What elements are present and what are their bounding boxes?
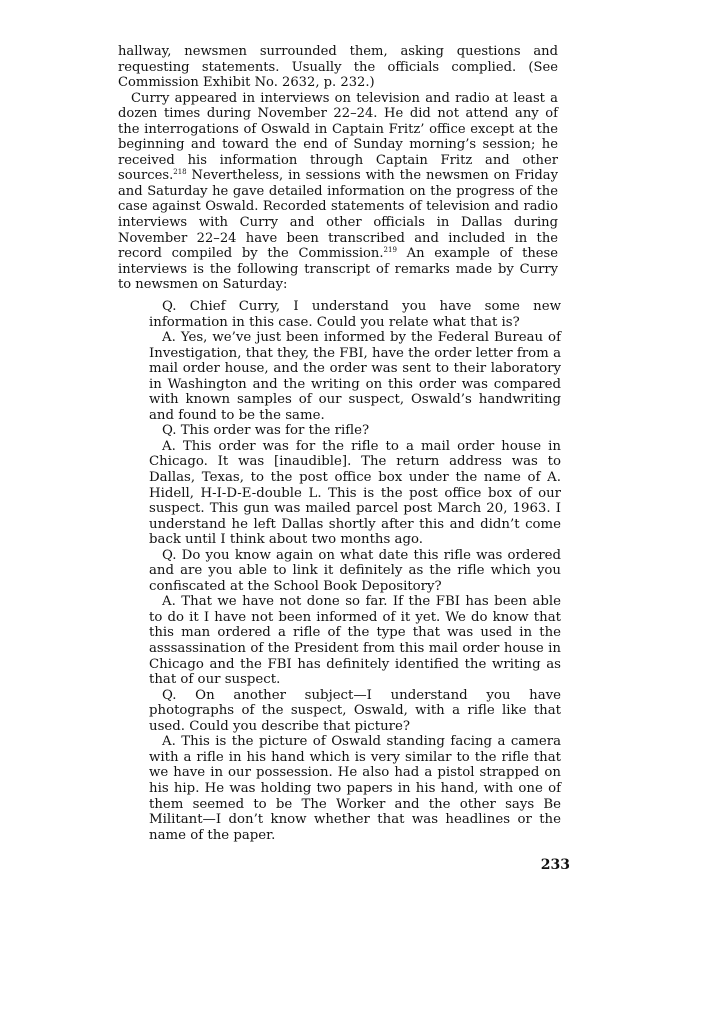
transcript-line: A. This order was for the rifle to a mail order house in Chicago. It was [inaudible]. The return address was to Dallas, Texas, to the post office box under the name of A. Hidell, H-I-D-E-double L. This is the post office box of our suspect. This gun was mailed parcel post March 20, 1963. I understand he left Dallas shortly after this and didn’t come back until I think about two months ago. xyxy=(149,438,561,548)
transcript-line: Q. Do you know again on what date this rifle was ordered and are you able to link it definitely as the rifle which you confiscated at the School Book Depository? xyxy=(149,547,561,594)
transcript-line: Q. This order was for the rifle? xyxy=(162,423,370,439)
transcript-line: A. That we have not done so far. If the FBI has been able to do it I have not been informed of it yet. We do know that this man ordered a rifle of the type that was used in the asssassination of the President from this mail order house in Chicago and the FBI has definitely identified the writing as that of our suspect. xyxy=(149,594,561,688)
page-number: 233 xyxy=(540,857,570,873)
transcript-block xyxy=(149,299,561,843)
paragraph-text: Curry appeared in interviews on television and radio at least a dozen times during November 22–24. He did not attend any of the interrogations of Oswald in Captain Fritz’ office except at the beginning and toward the end of Sunday morning’s session; he received his information through Captain Fritz and other sources. xyxy=(118,90,558,184)
paragraph-curry-interviews xyxy=(118,91,558,293)
transcript-line: A. This is the picture of Oswald standing facing a camera with a rifle in his hand which is very similar to the rifle that we have in our possession. He also had a pistol strapped on his hip. He was holding two papers in his hand, with one of them seemed to be The Worker and the other says Be Militant—I don’t know whether that was headlines or the name of the paper. xyxy=(149,734,561,843)
paragraph-hallway: hallway, newsmen surrounded them, asking questions and requesting statements. Usually the officials complied. (See Commission Exhibit No. 2632, p. 232.) xyxy=(118,44,558,91)
body-text xyxy=(118,44,558,293)
transcript-line: Q. On another subject—I understand you have photographs of the suspect, Oswald, with a rifle like that used. Could you describe that picture? xyxy=(149,687,561,734)
transcript-line: A. Yes, we’ve just been informed by the Federal Bureau of Investigation, that they, the FBI, have the order letter from a mail order house, and the order was sent to their laboratory in Washington and the writing on this order was compared with known samples of our suspect, Oswald’s handwriting and found to be the same. xyxy=(149,330,561,423)
paragraph-text: Nevertheless, in sessions with the newsmen on Friday and Saturday he gave detailed information on the progress of the case against Oswald. Recorded statements of television and radio interviews with Curry and other officials in Dallas during November 22–24 have been transcribed and included in the record compiled by the Commission. xyxy=(118,168,558,262)
paragraph-text: An example of these interviews is the following transcript of remarks made by Curry to newsmen on Saturday: xyxy=(118,246,558,293)
footnote-marker: 219 xyxy=(383,246,397,255)
footnote-marker: 218 xyxy=(173,168,187,177)
transcript-line: Q. Chief Curry, I understand you have some new information in this case. Could you relate what that is? xyxy=(149,299,561,330)
